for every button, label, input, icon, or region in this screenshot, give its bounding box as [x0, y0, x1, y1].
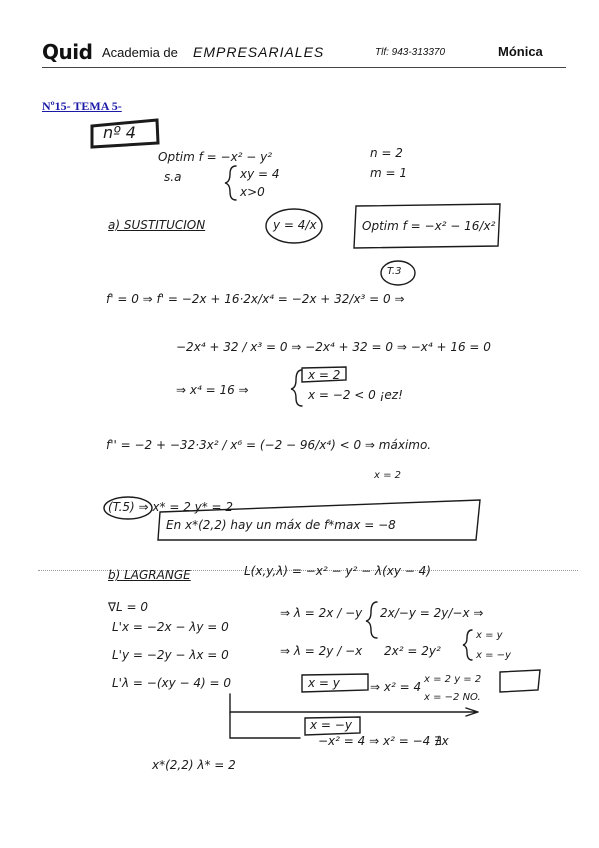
solution-x-minus-2: x = −2 NO. — [424, 692, 481, 703]
xy-brace — [463, 630, 472, 660]
lambda-from-y: ⇒ λ = 2y / −x — [280, 644, 363, 658]
objective-function: Optim f = −x² − y² — [158, 150, 273, 164]
teacher-name: Mónica — [498, 44, 543, 59]
partial-x: L'x = −2x − λy = 0 — [112, 620, 229, 634]
derivative-step-3: ⇒ x⁴ = 16 ⇒ — [176, 383, 249, 397]
squares-equality: 2x² = 2y² — [384, 644, 441, 658]
constraint-count: m = 1 — [370, 166, 408, 180]
header-rule — [42, 67, 566, 68]
root-brace — [291, 370, 302, 406]
derivative-step-2: −2x⁴ + 32 / x³ = 0 ⇒ −2x⁴ + 32 = 0 ⇒ −x⁴ + 16 = 0 — [176, 340, 491, 354]
substitution-heading: a) SUSTITUCION — [108, 218, 206, 232]
branch-arrow-2 — [230, 712, 300, 738]
constraint-x-positive: x>0 — [240, 185, 265, 199]
empresariales-label: EMPRESARIALES — [193, 44, 325, 60]
solution-x-2: x = 2 y = 2 — [424, 674, 482, 685]
gradient-condition: ∇L = 0 — [108, 600, 149, 614]
lambda-equality: 2x/−y = 2y/−x ⇒ — [380, 606, 484, 620]
subject-to: s.a — [164, 170, 182, 184]
substituted-objective: Optim f = −x² − 16/x² — [362, 219, 496, 233]
y-substitution: y = 4/x — [273, 218, 317, 232]
theorem-5-line: (T.5) ⇒ x* = 2 y* = 2 — [108, 500, 234, 514]
phone-number: Tlf: 943-313370 — [375, 47, 446, 58]
evaluated-at-x2: x = 2 — [374, 470, 402, 481]
root-negative: x = −2 < 0 ¡ez! — [308, 388, 403, 402]
final-point-box — [500, 670, 540, 692]
academia-label: Academia de — [102, 45, 178, 60]
case-x-eq-y: x = y — [308, 676, 340, 690]
brand-logo: Quid — [42, 40, 93, 64]
lambda-from-x: ⇒ λ = 2x / −y — [280, 606, 363, 620]
root-positive: x = 2 — [308, 368, 341, 382]
constraint-brace — [225, 166, 236, 200]
lagrange-heading: b) LAGRANGE — [108, 568, 191, 582]
x-squared-4: ⇒ x² = 4 — [370, 680, 422, 694]
first-derivative: f' = 0 ⇒ f' = −2x + 16·2x/x⁴ = −2x + 32/x³ = 0 ⇒ — [106, 292, 405, 306]
lagrangian-function: L(x,y,λ) = −x² − y² − λ(xy − 4) — [244, 564, 431, 578]
no-real-solution: −x² = 4 ⇒ x² = −4 ∄x — [318, 734, 449, 748]
theorem-3: T.3 — [387, 266, 402, 277]
constraint-xy: xy = 4 — [240, 167, 280, 181]
variable-count: n = 2 — [370, 146, 403, 160]
problem-number: nº 4 — [103, 123, 136, 142]
solution-x-eq-minus-y: x = −y — [476, 650, 511, 661]
lambda-brace — [366, 602, 377, 638]
substitution-result: En x*(2,2) hay un máx de f*max = −8 — [166, 518, 396, 532]
second-derivative: f'' = −2 + −32·3x² / x⁶ = (−2 − 96/x⁴) < 0 ⇒ máximo. — [106, 438, 432, 452]
partial-y: L'y = −2y − λx = 0 — [112, 648, 229, 662]
solution-x-eq-y: x = y — [476, 630, 503, 641]
case-x-eq-minus-y: x = −y — [310, 718, 352, 732]
document-header — [42, 40, 566, 68]
section-title-link[interactable]: Nº15- TEMA 5- — [42, 99, 122, 113]
partial-lambda: L'λ = −(xy − 4) = 0 — [112, 676, 232, 690]
final-solution: x*(2,2) λ* = 2 — [152, 758, 236, 772]
